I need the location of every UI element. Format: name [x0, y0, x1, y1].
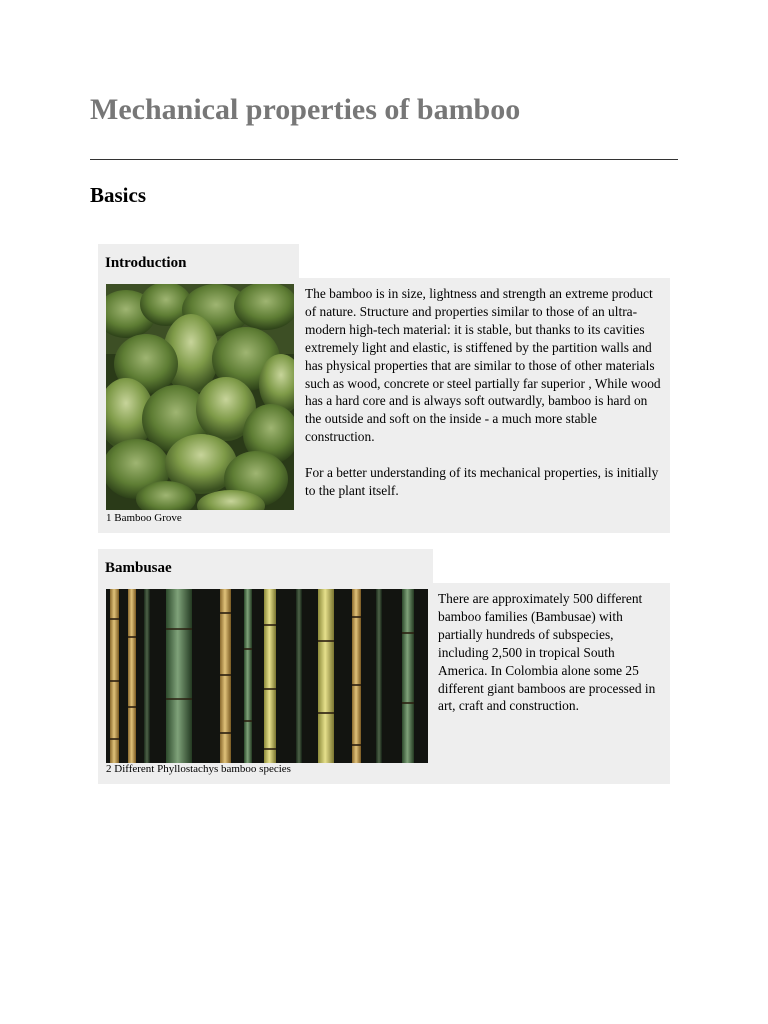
- page-title: Mechanical properties of bamboo: [90, 93, 521, 126]
- introduction-paragraph: For a better understanding of its mechanical properties, is initially to the plant itself.: [305, 465, 659, 498]
- introduction-paragraph: The bamboo is in size, lightness and strength an extreme product of nature. Structure and properties similar to those of an ultra-modern high-tech material: it is stable, but thanks to its cavities extremely light and elastic, is stiffened by the partition walls and has physical properties that are similar to those of other materials such as wood, concrete or steel partially far superior , While wood has a hard core and is always soft outwardly, bamboo is hard on the outside and soft on the inside - a much more stable construction.: [305, 286, 661, 445]
- introduction-heading: Introduction: [105, 255, 187, 271]
- horizontal-rule: [90, 159, 678, 160]
- bambusae-paragraph: There are approximately 500 different bamboo families (Bambusae) with partially hundreds of subspecies, including 2,500 in tropical South America. In Colombia alone some 25 different giant bamboos are processed in art, craft and construction.: [438, 591, 656, 714]
- bambusae-heading: Bambusae: [105, 560, 172, 576]
- introduction-image-caption: 1 Bamboo Grove: [106, 512, 182, 524]
- section-heading: Basics: [90, 183, 147, 207]
- bamboo-species-photo: [106, 589, 428, 763]
- bambusae-text: [438, 590, 666, 715]
- introduction-text: [305, 285, 663, 500]
- bambusae-image-caption: 2 Different Phyllostachys bamboo species: [106, 763, 291, 775]
- bamboo-grove-photo: [106, 284, 294, 510]
